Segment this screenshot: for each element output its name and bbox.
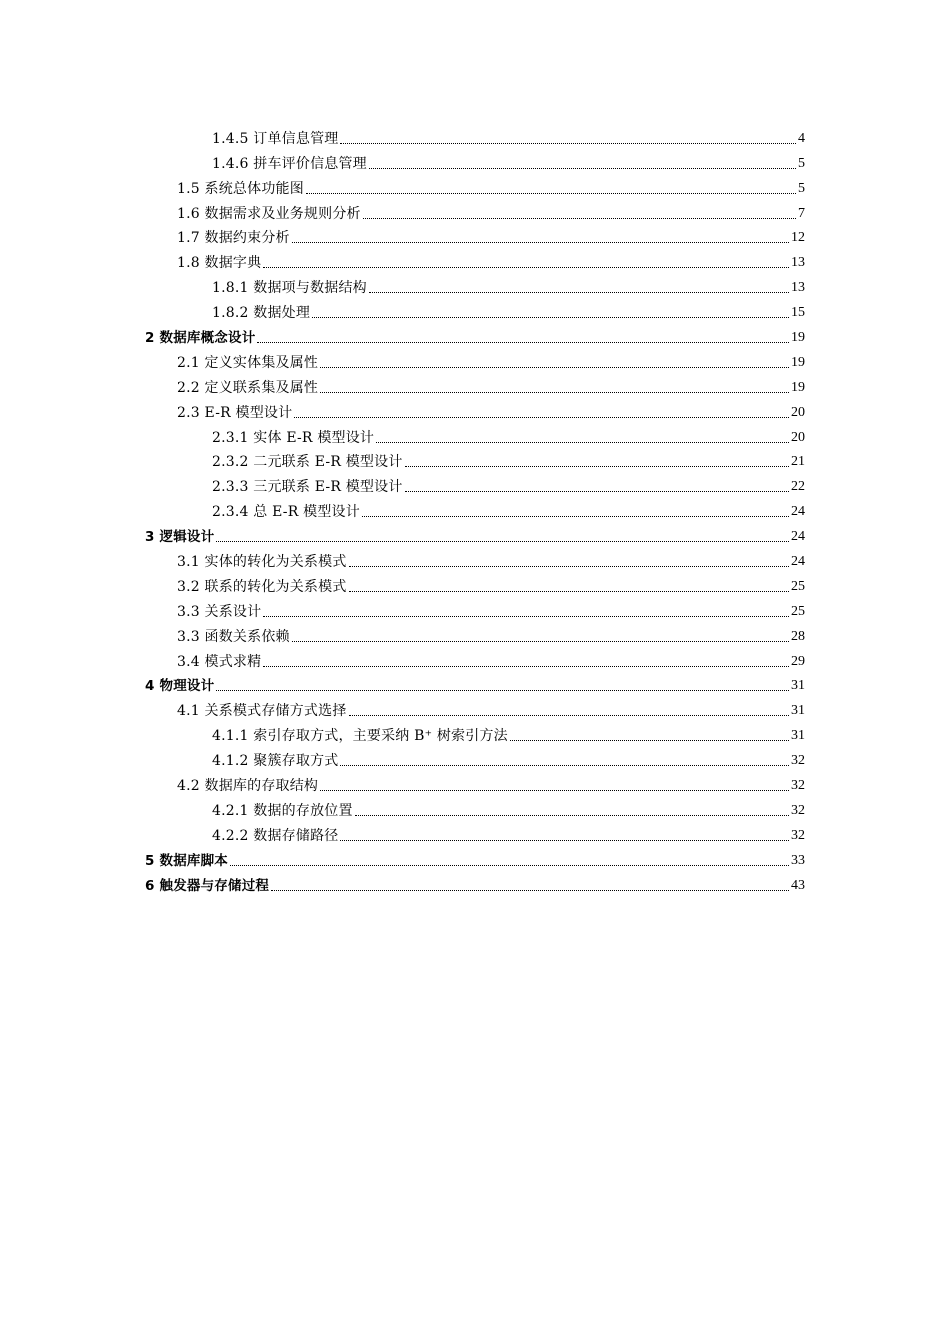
toc-entry-title: 3.3 关系设计	[177, 603, 262, 620]
toc-entry-page-number: 12	[791, 230, 805, 246]
toc-dot-leader	[340, 142, 796, 144]
toc-dot-leader	[362, 515, 789, 517]
toc-entry[interactable]	[0, 447, 805, 472]
toc-dot-leader	[292, 640, 789, 642]
toc-entry[interactable]	[0, 596, 805, 621]
toc-entry-title: 2.1 定义实体集及属性	[177, 354, 319, 371]
toc-entry[interactable]	[0, 521, 805, 546]
toc-entry-title: 1.7 数据约束分析	[177, 230, 290, 247]
toc-entry[interactable]	[0, 247, 805, 272]
toc-dot-leader	[294, 416, 789, 418]
toc-entry-page-number: 32	[791, 778, 805, 794]
toc-entry-title: 1.4.5 订单信息管理	[212, 130, 339, 147]
toc-entry-page-number: 15	[791, 305, 805, 321]
toc-entry-page-number: 21	[791, 454, 805, 470]
toc-entry-title: 4.2 数据库的存取结构	[177, 778, 319, 795]
toc-entry[interactable]	[0, 820, 805, 845]
toc-entry[interactable]	[0, 198, 805, 223]
toc-entry[interactable]	[0, 173, 805, 198]
toc-dot-leader	[306, 192, 796, 194]
toc-entry-page-number: 20	[791, 404, 805, 420]
toc-entry-page-number: 13	[791, 280, 805, 296]
toc-entry-title: 3 逻辑设计	[145, 529, 215, 546]
toc-dot-leader	[510, 739, 789, 741]
toc-entry-title: 4.1.2 聚簇存取方式	[212, 753, 339, 770]
toc-entry[interactable]	[0, 297, 805, 322]
toc-entry-page-number: 31	[791, 728, 805, 744]
toc-entry-page-number: 22	[791, 479, 805, 495]
toc-entry[interactable]	[0, 695, 805, 720]
toc-entry-title: 2.3.2 二元联系 E-R 模型设计	[212, 454, 403, 471]
toc-entry-page-number: 32	[791, 753, 805, 769]
toc-entry-title: 1.8.1 数据项与数据结构	[212, 280, 367, 297]
toc-entry-page-number: 19	[791, 354, 805, 370]
toc-dot-leader	[349, 714, 789, 716]
toc-dot-leader	[405, 490, 789, 492]
toc-entry[interactable]	[0, 870, 805, 895]
toc-dot-leader	[216, 689, 789, 691]
toc-entry[interactable]	[0, 272, 805, 297]
toc-dot-leader	[263, 615, 789, 617]
toc-entry-page-number: 13	[791, 255, 805, 271]
toc-entry[interactable]	[0, 471, 805, 496]
toc-dot-leader	[320, 366, 789, 368]
toc-dot-leader	[355, 814, 789, 816]
toc-entry-page-number: 5	[798, 155, 805, 171]
toc-entry[interactable]	[0, 571, 805, 596]
toc-dot-leader	[340, 839, 789, 841]
toc-dot-leader	[369, 167, 796, 169]
toc-entry-title: 2.3.1 实体 E-R 模型设计	[212, 429, 375, 446]
toc-entry-page-number: 31	[791, 678, 805, 694]
toc-entry-page-number: 24	[791, 504, 805, 520]
toc-entry[interactable]	[0, 720, 805, 745]
toc-entry-page-number: 33	[791, 852, 805, 868]
toc-entry-page-number: 25	[791, 603, 805, 619]
toc-entry-title: 1.5 系统总体功能图	[177, 180, 304, 197]
toc-entry-title: 2 数据库概念设计	[145, 330, 256, 347]
toc-entry[interactable]	[0, 347, 805, 372]
toc-entry-title: 2.3.4 总 E-R 模型设计	[212, 504, 360, 521]
toc-entry[interactable]	[0, 770, 805, 795]
toc-entry-title: 2.3 E-R 模型设计	[177, 404, 293, 421]
toc-entry-title: 6 触发器与存储过程	[145, 877, 270, 894]
toc-entry-page-number: 19	[791, 379, 805, 395]
toc-dot-leader	[216, 540, 789, 542]
toc-entry-title: 1.4.6 拼车评价信息管理	[212, 155, 367, 172]
toc-entry-title: 3.2 联系的转化为关系模式	[177, 578, 347, 595]
toc-entry-page-number: 28	[791, 628, 805, 644]
toc-dot-leader	[271, 889, 789, 891]
toc-dot-leader	[320, 391, 789, 393]
toc-entry-title: 4.2.2 数据存储路径	[212, 827, 339, 844]
toc-dot-leader	[349, 590, 789, 592]
toc-entry-title: 4.1.1 索引存取方式，主要采纳 B⁺ 树索引方法	[212, 728, 508, 745]
toc-entry-title: 3.4 模式求精	[177, 653, 262, 670]
toc-entry-title: 1.6 数据需求及业务规则分析	[177, 205, 361, 222]
toc-entry-title: 4 物理设计	[145, 678, 215, 695]
toc-dot-leader	[349, 565, 789, 567]
table-of-contents	[0, 123, 950, 895]
toc-dot-leader	[230, 864, 789, 866]
toc-entry-page-number: 29	[791, 653, 805, 669]
toc-dot-leader	[405, 465, 789, 467]
toc-entry-title: 1.8 数据字典	[177, 255, 262, 272]
toc-dot-leader	[292, 241, 789, 243]
toc-entry[interactable]	[0, 372, 805, 397]
toc-entry-title: 2.2 定义联系集及属性	[177, 379, 319, 396]
toc-entry-title: 1.8.2 数据处理	[212, 305, 311, 322]
toc-dot-leader	[340, 764, 789, 766]
toc-entry[interactable]	[0, 646, 805, 671]
toc-dot-leader	[363, 217, 796, 219]
toc-entry-page-number: 4	[798, 130, 805, 146]
toc-entry-page-number: 24	[791, 554, 805, 570]
toc-entry-page-number: 31	[791, 703, 805, 719]
toc-entry-page-number: 43	[791, 877, 805, 893]
toc-entry-page-number: 32	[791, 802, 805, 818]
toc-dot-leader	[263, 665, 789, 667]
toc-entry-title: 3.3 函数关系依赖	[177, 628, 290, 645]
toc-entry[interactable]	[0, 671, 805, 696]
toc-entry[interactable]	[0, 745, 805, 770]
toc-dot-leader	[320, 789, 789, 791]
toc-entry[interactable]	[0, 422, 805, 447]
toc-entry-title: 2.3.3 三元联系 E-R 模型设计	[212, 479, 403, 496]
toc-dot-leader	[369, 291, 789, 293]
toc-entry[interactable]	[0, 223, 805, 248]
toc-entry[interactable]	[0, 397, 805, 422]
toc-dot-leader	[312, 316, 789, 318]
toc-entry-page-number: 19	[791, 330, 805, 346]
toc-entry-title: 4.1 关系模式存储方式选择	[177, 703, 347, 720]
toc-entry-page-number: 25	[791, 578, 805, 594]
toc-entry-title: 4.2.1 数据的存放位置	[212, 802, 353, 819]
toc-dot-leader	[376, 441, 789, 443]
toc-entry-title: 3.1 实体的转化为关系模式	[177, 554, 347, 571]
toc-entry[interactable]	[0, 496, 805, 521]
toc-entry[interactable]	[0, 795, 805, 820]
toc-dot-leader	[257, 341, 789, 343]
toc-entry[interactable]	[0, 123, 805, 148]
toc-entry-title: 5 数据库脚本	[145, 852, 228, 869]
toc-entry-page-number: 32	[791, 827, 805, 843]
toc-entry-page-number: 24	[791, 529, 805, 545]
toc-entry-page-number: 20	[791, 429, 805, 445]
toc-entry-page-number: 5	[798, 180, 805, 196]
toc-entry-page-number: 7	[798, 205, 805, 221]
toc-entry[interactable]	[0, 621, 805, 646]
toc-entry[interactable]	[0, 546, 805, 571]
toc-entry[interactable]	[0, 148, 805, 173]
toc-entry[interactable]	[0, 322, 805, 347]
toc-dot-leader	[263, 266, 789, 268]
toc-entry[interactable]	[0, 845, 805, 870]
